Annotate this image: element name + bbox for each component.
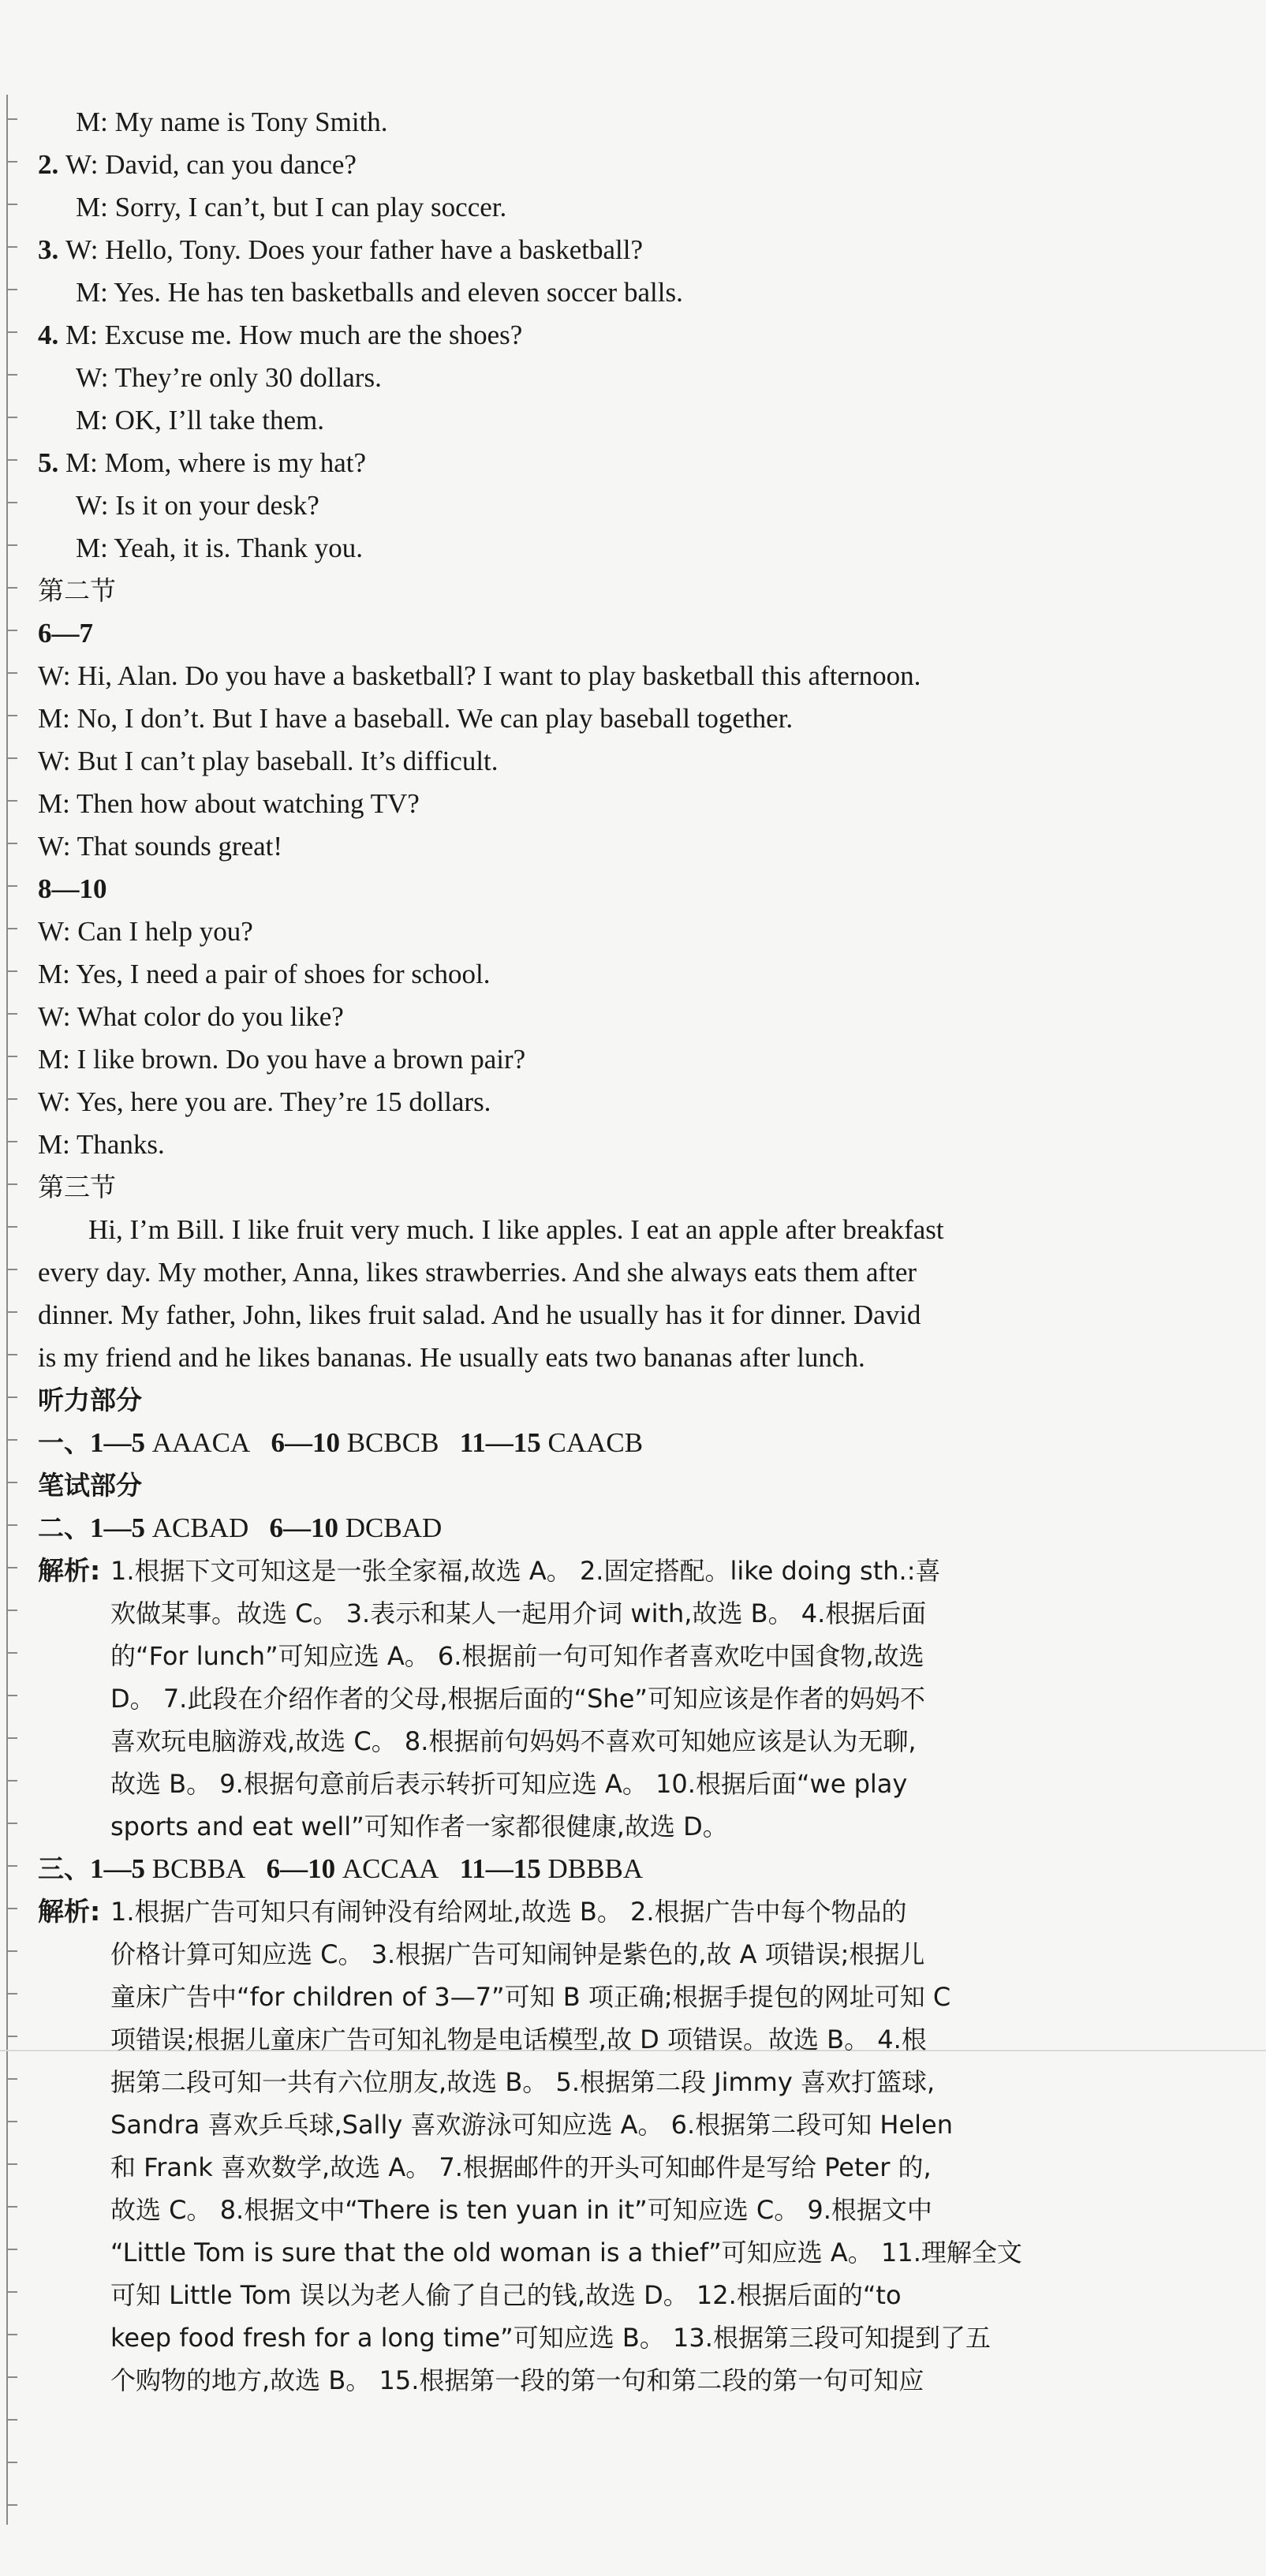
dialogue-line (38, 1038, 1142, 1081)
dialogue-line (38, 697, 1142, 740)
explanation-line: 欢做某事。故选 C。 3.表示和某人一起用介词 with,故选 B。 4.根据后面 (110, 1598, 927, 1628)
speaker: W: (65, 149, 106, 180)
dialogue-text: Yes. He has ten basketballs and eleven soccer balls. (114, 277, 683, 308)
speaker: M: (38, 703, 77, 734)
speaker: M: (76, 533, 114, 563)
dialogue-line (38, 314, 1142, 357)
listening-answers: 一、1—5 AAACA 6—10 BCBCB 11—15 CAACB (38, 1427, 644, 1458)
dialogue-line (38, 484, 1142, 527)
speaker: M: (76, 277, 114, 308)
explanation-line: D。 7.此段在介绍作者的父母,根据后面的“She”可知应该是作者的妈妈不 (110, 1684, 925, 1714)
explanation-line: 童床广告中“for children of 3—7”可知 B 项正确;根据手提包的网址可知 C (110, 1982, 951, 2012)
dialogue-text: But I can’t play baseball. It’s difficult. (77, 746, 499, 776)
dialogue-text: Yes, here you are. They’re 15 dollars. (76, 1086, 491, 1117)
dialogue-text: Yeah, it is. Thank you. (114, 533, 363, 563)
speaker: W: (76, 362, 115, 393)
dialogue-line (38, 655, 1142, 697)
dialogue-text: That sounds great! (77, 831, 283, 862)
dialogue-text: Mom, where is my hat? (104, 447, 367, 478)
dialogue-line (38, 186, 1142, 229)
passage-line: is my friend and he likes bananas. He usually eats two bananas after lunch. (38, 1342, 865, 1373)
written-part3-explanation (38, 1890, 1142, 2402)
dialogue-text: Sorry, I can’t, but I can play soccer. (114, 192, 507, 222)
explanation-line: 价格计算可知应选 C。 3.根据广告可知闹钟是紫色的,故 A 项错误;根据儿 (110, 1939, 925, 1969)
explanation-line: sports and eat well”可知作者一家都很健康,故选 D。 (110, 1811, 728, 1841)
explanation-line: 1.根据广告可知只有闹钟没有给网址,故选 B。 2.根据广告中每个物品的 (110, 1897, 907, 1927)
dialogue-line (38, 442, 1142, 484)
dialogue-line (38, 399, 1142, 442)
explanation-line: 项错误;根据儿童床广告可知礼物是电话模型,故 D 项错误。故选 B。 4.根 (110, 2025, 927, 2054)
section2-title: 第二节 (38, 575, 116, 606)
explanation-line: Sandra 喜欢乒乓球,Sally 喜欢游泳可知应选 A。 6.根据第二段可知 Helen (110, 2110, 953, 2140)
dialogue-line (38, 953, 1142, 996)
dialogue-text: Hi, Alan. Do you have a basketball? I want to play basketball this afternoon. (77, 660, 921, 691)
speaker: W: (65, 234, 106, 265)
explanation-line: 可知 Little Tom 误以为老人偷了自己的钱,故选 D。 12.根据后面的“to (110, 2280, 902, 2310)
speaker: M: (38, 1044, 77, 1075)
group-8-10-dialogue (38, 910, 1142, 1166)
speaker: W: (38, 831, 77, 862)
dialogue-text: My name is Tony Smith. (114, 107, 388, 137)
listening-title: 听力部分 (38, 1385, 142, 1415)
speaker: W: (38, 1086, 77, 1117)
speaker: W: (38, 746, 78, 776)
written-part2-explanation (38, 1550, 1142, 1848)
dialogue-line (38, 825, 1142, 868)
item-number: 3. (38, 234, 65, 265)
dialogue-line (38, 357, 1142, 399)
dialogue-text: Thanks. (76, 1129, 165, 1160)
dialogue-line (38, 740, 1142, 783)
explanation-line: “Little Tom is sure that the old woman is a thief”可知应选 A。 11.理解全文 (110, 2238, 1022, 2268)
explanation-line: 1.根据下文可知这是一张全家福,故选 A。 2.固定搭配。like doing sth.:喜 (110, 1556, 941, 1586)
speaker: M: (38, 959, 77, 989)
speaker: M: (76, 107, 115, 137)
dialogue-text: No, I don’t. But I have a baseball. We can play baseball together. (77, 703, 794, 734)
speaker: M: (65, 447, 105, 478)
dialogue-text: Hello, Tony. Does your father have a basketball? (105, 234, 643, 265)
dialogue-line (38, 144, 1142, 186)
explanation-line: 故选 C。 8.根据文中“There is ten yuan in it”可知应选 C。 9.根据文中 (110, 2195, 932, 2225)
written-part2-answers: 二、1—5 ACBAD 6—10 DCBAD (38, 1512, 443, 1543)
dialogue-text: Then how about watching TV? (76, 788, 420, 819)
speaker: W: (38, 1001, 77, 1032)
speaker: W: (38, 916, 78, 947)
explanation-line: 故选 B。 9.根据句意前后表示转折可知应选 A。 10.根据后面“we play (110, 1769, 908, 1799)
speaker: M: (38, 1129, 77, 1160)
item-number: 5. (38, 447, 65, 478)
passage-line: Hi, I’m Bill. I like fruit very much. I like apples. I eat an apple after breakfast (88, 1214, 944, 1245)
written-title: 笔试部分 (38, 1470, 142, 1501)
dialogue-text: David, can you dance? (105, 149, 357, 180)
dialogue-line (38, 229, 1142, 271)
group-6-7-label: 6—7 (38, 618, 93, 649)
explanation-body (110, 1890, 1022, 2402)
explanation-line: 个购物的地方,故选 B。 15.根据第一段的第一句和第二段的第一句可知应 (110, 2365, 924, 2395)
explanation-label: 解析: (38, 1896, 101, 1927)
passage-line: every day. My mother, Anna, likes strawberries. And she always eats them after (38, 1257, 917, 1288)
dialogue-line (38, 1081, 1142, 1123)
passage-line: dinner. My father, John, likes fruit salad. And he usually has it for dinner. David (38, 1299, 921, 1330)
section3-passage (38, 1209, 1142, 1379)
dialogue-text: Can I help you? (77, 916, 253, 947)
explanation-label: 解析: (38, 1555, 101, 1586)
dialogue-line (38, 101, 1142, 144)
speaker: W: (76, 490, 116, 521)
dialogue-text: They’re only 30 dollars. (114, 362, 382, 393)
dialogue-text: OK, I’ll take them. (114, 405, 324, 436)
explanation-line: keep food fresh for a long time”可知应选 B。 13.根据第三段可知提到了五 (110, 2323, 991, 2353)
group-6-7-dialogue (38, 655, 1142, 868)
speaker: M: (76, 192, 115, 222)
explanation-line: 的“For lunch”可知应选 A。 6.根据前一句可知作者喜欢吃中国食物,故选 (110, 1641, 924, 1671)
dialogue-line (38, 996, 1142, 1038)
dialogue-text: Excuse me. How much are the shoes? (104, 320, 523, 350)
item-number: 2. (38, 149, 65, 180)
explanation-line: 喜欢玩电脑游戏,故选 C。 8.根据前句妈妈不喜欢可知她应该是认为无聊, (110, 1726, 917, 1756)
item-number: 4. (38, 320, 65, 350)
dialogue-line (38, 1123, 1142, 1166)
dialogue-line (38, 910, 1142, 953)
answer-page (38, 101, 1142, 2402)
dialogue-line (38, 271, 1142, 314)
written-part3-answers: 三、1—5 BCBBA 6—10 ACCAA 11—15 DBBBA (38, 1853, 644, 1884)
speaker: M: (38, 788, 77, 819)
dialogue-text: I like brown. Do you have a brown pair? (77, 1044, 526, 1075)
speaker: M: (65, 320, 105, 350)
speaker: M: (76, 405, 115, 436)
section3-title: 第三节 (38, 1172, 116, 1202)
dialogue-text: What color do you like? (77, 1001, 344, 1032)
explanation-line: 据第二段可知一共有六位朋友,故选 B。 5.根据第二段 Jimmy 喜欢打篮球, (110, 2067, 935, 2097)
dialogue-line (38, 783, 1142, 825)
explanation-body (110, 1550, 941, 1848)
dialogue-line (38, 527, 1142, 570)
dialogue-text: Yes, I need a pair of shoes for school. (76, 959, 491, 989)
binding-margin (6, 95, 19, 2525)
speaker: W: (38, 660, 78, 691)
dialogue-text: Is it on your desk? (115, 490, 319, 521)
explanation-line: 和 Frank 喜欢数学,故选 A。 7.根据邮件的开头可知邮件是写给 Peter 的, (110, 2152, 932, 2182)
group-8-10-label: 8—10 (38, 873, 107, 904)
section1-dialogues (38, 101, 1142, 570)
